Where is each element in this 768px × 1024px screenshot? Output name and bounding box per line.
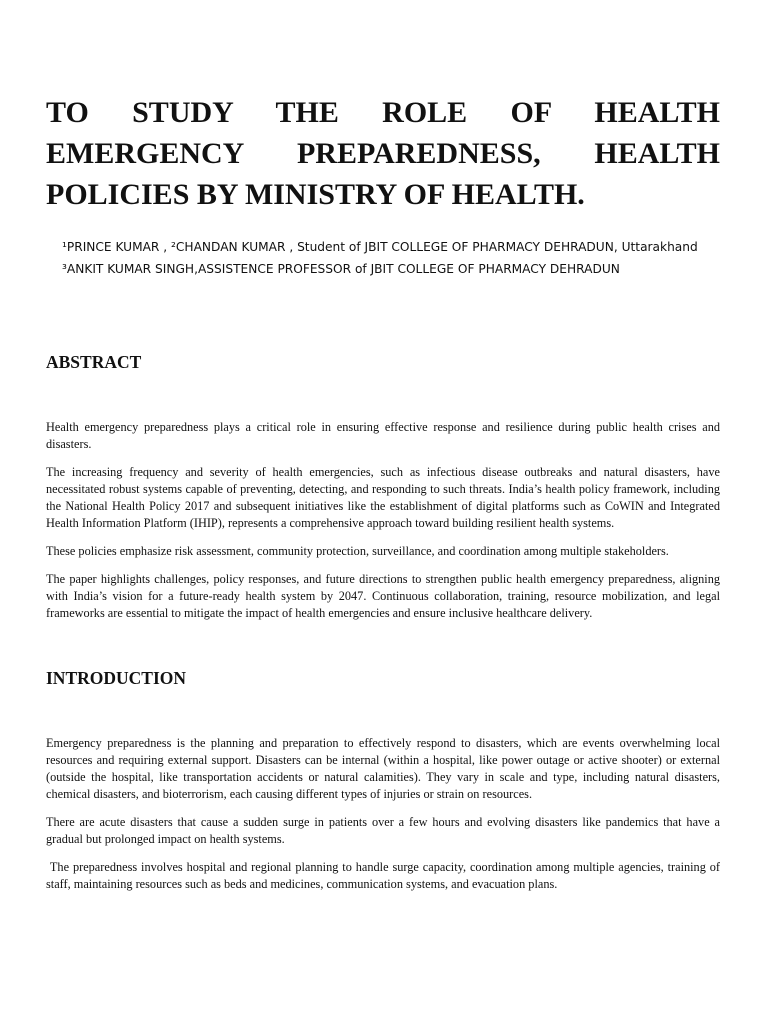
paper-title: [46, 92, 720, 215]
abstract-paragraph: The increasing frequency and severity of health emergencies, such as infectious disease outbreaks and natural disasters, have necessitated robust systems capable of preventing, detecting, and responding to such threats. India’s health policy framework, including the National Health Policy 2017 and subsequent initiatives like the establishment of digital platforms such as CoWIN and Integrated Health Information Platform (IHIP), represents a comprehensive approach toward building resilient health systems.: [46, 465, 720, 530]
abstract-paragraph: These policies emphasize risk assessment, community protection, surveillance, and coordination among multiple stakeholders.: [46, 544, 669, 558]
abstract-paragraph: Health emergency preparedness plays a critical role in ensuring effective response and resilience during public health crises and disasters.: [46, 420, 720, 451]
author-line: ¹PRINCE KUMAR , ²CHANDAN KUMAR , Student of JBIT COLLEGE OF PHARMACY DEHRADUN, Uttarakhand: [62, 240, 698, 254]
abstract-heading: ABSTRACT: [46, 352, 142, 372]
title-line: EMERGENCY PREPAREDNESS, HEALTH: [46, 137, 720, 170]
abstract-body: [46, 419, 720, 633]
introduction-heading: INTRODUCTION: [46, 668, 187, 688]
introduction-paragraph: There are acute disasters that cause a sudden surge in patients over a few hours and evolving disasters like pandemics that have a gradual but prolonged impact on health systems.: [46, 815, 720, 846]
introduction-body: [46, 735, 724, 904]
introduction-paragraph: Emergency preparedness is the planning and preparation to effectively respond to disasters, which are events overwhelming local resources and requiring external support. Disasters can be internal (within a hospital, like power outage or active shooter) or external (outside the hospital, like transportation accidents or natural calamities). They vary in scale and type, including natural disasters, chemical disasters, and bioterrorism, each causing different types of injuries or strain on resources.: [46, 736, 720, 801]
introduction-paragraph: The preparedness involves hospital and regional planning to handle surge capacity, coordination among multiple agencies, training of staff, maintaining resources such as beds and medicines, communication systems, and evacuation plans.: [46, 860, 724, 891]
title-line: POLICIES BY MINISTRY OF HEALTH.: [46, 178, 585, 211]
author-list: [62, 236, 732, 280]
author-line: ³ANKIT KUMAR SINGH,ASSISTENCE PROFESSOR of JBIT COLLEGE OF PHARMACY DEHRADUN: [62, 262, 620, 276]
abstract-paragraph: The paper highlights challenges, policy responses, and future directions to strengthen public health emergency preparedness, aligning with India’s vision for a future-ready health system by 2047. Continuous collaboration, training, resource mobilization, and legal frameworks are essential to mitigate the impact of health emergencies and ensure inclusive healthcare delivery.: [46, 572, 720, 620]
title-line: TO STUDY THE ROLE OF HEALTH: [46, 96, 720, 129]
